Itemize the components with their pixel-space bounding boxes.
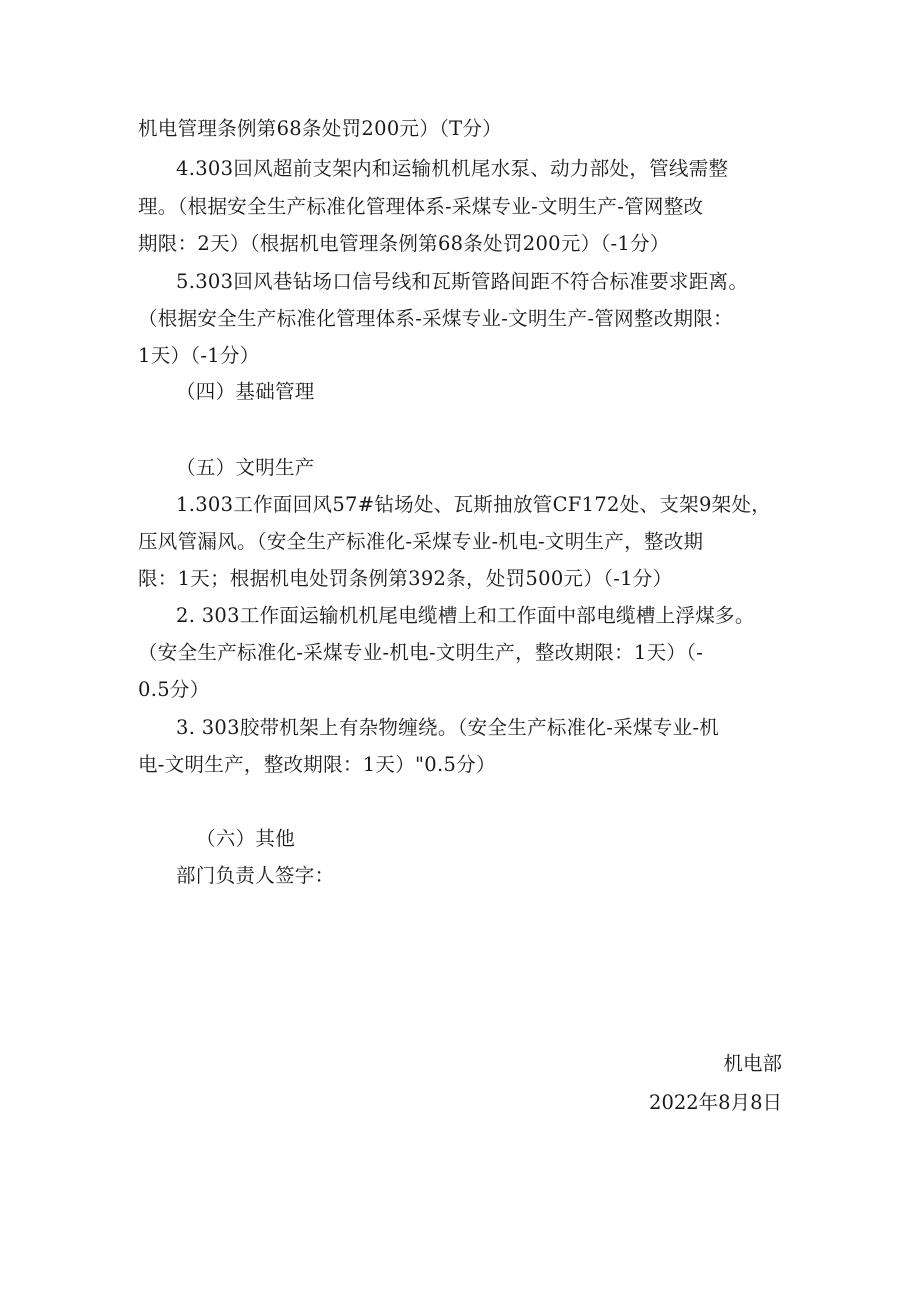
section-heading-basic-management: （四）基础管理 <box>176 380 315 403</box>
civil-item-2-line-1: 2. 303工作面运输机机尾电缆槽上和工作面中部电缆槽上浮煤多。 <box>176 604 755 627</box>
civil-item-3-line-1: 3. 303胶带机架上有杂物缠绕。（安全生产标准化-采煤专业-机 <box>176 716 720 739</box>
item-4-line-1: 4.303回风超前支架内和运输机机尾水泵、动力部处，管线需整 <box>176 157 729 180</box>
item-4-line-3: 期限：2天）（根据机电管理条例第68条处罚200元）（-1分） <box>138 232 670 255</box>
item-5-line-2: （根据安全生产标准化管理体系-采煤专业-文明生产-管网整改期限： <box>138 307 733 330</box>
civil-item-2-line-2: （安全生产标准化-采煤专业-机电-文明生产，整改期限：1天）（- <box>138 641 704 664</box>
civil-item-1-line-1: 1.303工作面回风57#钻场处、瓦斯抽放管CF172处、支架9架处， <box>176 493 772 516</box>
item-5-line-1: 5.303回风巷钻场口信号线和瓦斯管路间距不符合标准要求距离。 <box>176 270 749 293</box>
item-4-line-2: 理。（根据安全生产标准化管理体系-采煤专业-文明生产-管网整改 <box>138 195 704 218</box>
section-heading-civilized-production: （五）文明生产 <box>176 456 315 479</box>
department-head-signature-label: 部门负责人签字： <box>176 864 335 887</box>
item-5-line-3: 1天）（-1分） <box>138 344 260 367</box>
civil-item-2-line-3: 0.5分） <box>138 678 210 701</box>
text-line-1: 机电管理条例第68条处罚200元）（T分） <box>138 117 503 140</box>
civil-item-1-line-2: 压风管漏风。（安全生产标准化-采煤专业-机电-文明生产，整改期 <box>138 530 704 553</box>
civil-item-1-line-3: 限：1天；根据机电处罚条例第392条，处罚500元）（-1分） <box>138 567 673 590</box>
signing-date: 2022年8月8日 <box>649 1091 782 1114</box>
civil-item-3-line-2: 电-文明生产，整改期限：1天）"0.5分） <box>138 753 496 776</box>
signing-department: 机电部 <box>723 1052 782 1075</box>
section-heading-other: （六）其他 <box>196 827 296 850</box>
